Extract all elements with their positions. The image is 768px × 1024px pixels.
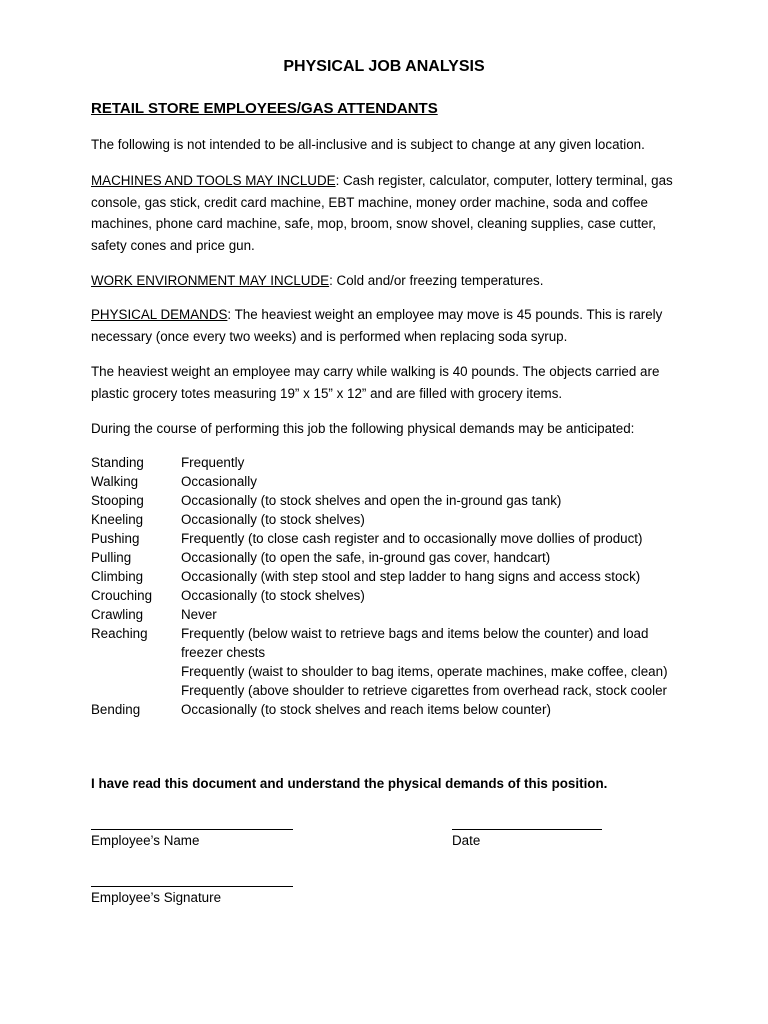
demand-desc: Occasionally (with step stool and step ladder to hang signs and access stock) [181, 569, 641, 584]
machines-text: : Cash register, calculator, computer, lottery terminal, gas console, gas stick, credit card machine, EBT machine, money order machine, soda and coffee machines, phone card machine, safe, mop, broom, snow shovel, cleaning supplies, case cutter, safety cones and price gun. [91, 173, 673, 253]
demand-name [91, 662, 181, 681]
document-title: PHYSICAL JOB ANALYSIS [283, 58, 485, 75]
environment-label: WORK ENVIRONMENT MAY INCLUDE [91, 273, 330, 288]
demand-desc: Occasionally (to stock shelves) [181, 512, 365, 527]
demand-row [91, 567, 691, 586]
demand-desc: Occasionally [181, 474, 257, 489]
demand-row [91, 491, 691, 510]
demand-name: Crawling [91, 607, 144, 622]
demand-desc: Frequently (to close cash register and to occasionally move dollies of product) [181, 531, 643, 546]
demand-name: Crouching [91, 588, 153, 603]
demand-row [91, 472, 691, 491]
demand-row [91, 586, 691, 605]
employee-name-label: Employee’s Name [91, 833, 200, 848]
carry-paragraph: The heaviest weight an employee may carry while walking is 40 pounds. The objects carried are plastic grocery totes measuring 19” x 15” x 12” and are filled with grocery items. [91, 364, 660, 401]
demand-desc: Occasionally (to stock shelves and open the in-ground gas tank) [181, 493, 562, 508]
demand-name: Pushing [91, 531, 140, 546]
demand-row [91, 681, 691, 700]
employee-signature-label: Employee’s Signature [91, 890, 222, 905]
date-label: Date [452, 833, 481, 848]
intro-paragraph: The following is not intended to be all-inclusive and is subject to change at any given location. [91, 137, 645, 152]
demand-desc: Occasionally (to open the safe, in-ground gas cover, handcart) [181, 550, 551, 565]
employee-name-line[interactable] [91, 829, 293, 830]
document-subtitle: RETAIL STORE EMPLOYEES/GAS ATTENDANTS [91, 100, 438, 117]
demand-desc: Occasionally (to stock shelves) [181, 588, 365, 603]
acknowledgement-statement: I have read this document and understand the physical demands of this position. [91, 776, 608, 791]
environment-paragraph [91, 270, 691, 292]
demand-row [91, 700, 691, 719]
demands-list [91, 453, 691, 719]
demand-name: Climbing [91, 569, 144, 584]
anticipated-paragraph: During the course of performing this job the following physical demands may be anticipated: [91, 421, 635, 436]
demand-desc: Never [181, 607, 217, 622]
demand-row [91, 548, 691, 567]
demand-desc: Occasionally (to stock shelves and reach items below counter) [181, 702, 551, 717]
demand-name: Walking [91, 474, 139, 489]
demand-row [91, 662, 691, 681]
demand-row [91, 510, 691, 529]
demand-name: Standing [91, 455, 144, 470]
physical-demands-label: PHYSICAL DEMANDS [91, 307, 228, 322]
demand-name: Bending [91, 702, 141, 717]
demand-name: Reaching [91, 626, 148, 641]
demand-name [91, 681, 181, 700]
demand-desc: Frequently (below waist to retrieve bags and items below the counter) and load freezer chests [181, 626, 649, 660]
physical-demands-text: : The heaviest weight an employee may move is 45 pounds. This is rarely necessary (once every two weeks) and is performed when replacing soda syrup. [91, 307, 663, 344]
demand-row [91, 453, 691, 472]
demand-row [91, 624, 691, 662]
date-line[interactable] [452, 829, 602, 830]
demand-name: Kneeling [91, 512, 144, 527]
demand-name: Stooping [91, 493, 144, 508]
machines-label: MACHINES AND TOOLS MAY INCLUDE [91, 173, 336, 188]
employee-signature-line[interactable] [91, 886, 293, 887]
demand-desc: Frequently (waist to shoulder to bag items, operate machines, make coffee, clean) [181, 664, 668, 679]
demand-desc: Frequently (above shoulder to retrieve cigarettes from overhead rack, stock cooler [181, 683, 668, 698]
demand-row [91, 605, 691, 624]
machines-paragraph [91, 170, 691, 256]
environment-text: : Cold and/or freezing temperatures. [329, 273, 544, 288]
demand-desc: Frequently [181, 455, 245, 470]
demand-row [91, 529, 691, 548]
physical-demands-paragraph [91, 304, 691, 347]
demand-name: Pulling [91, 550, 132, 565]
